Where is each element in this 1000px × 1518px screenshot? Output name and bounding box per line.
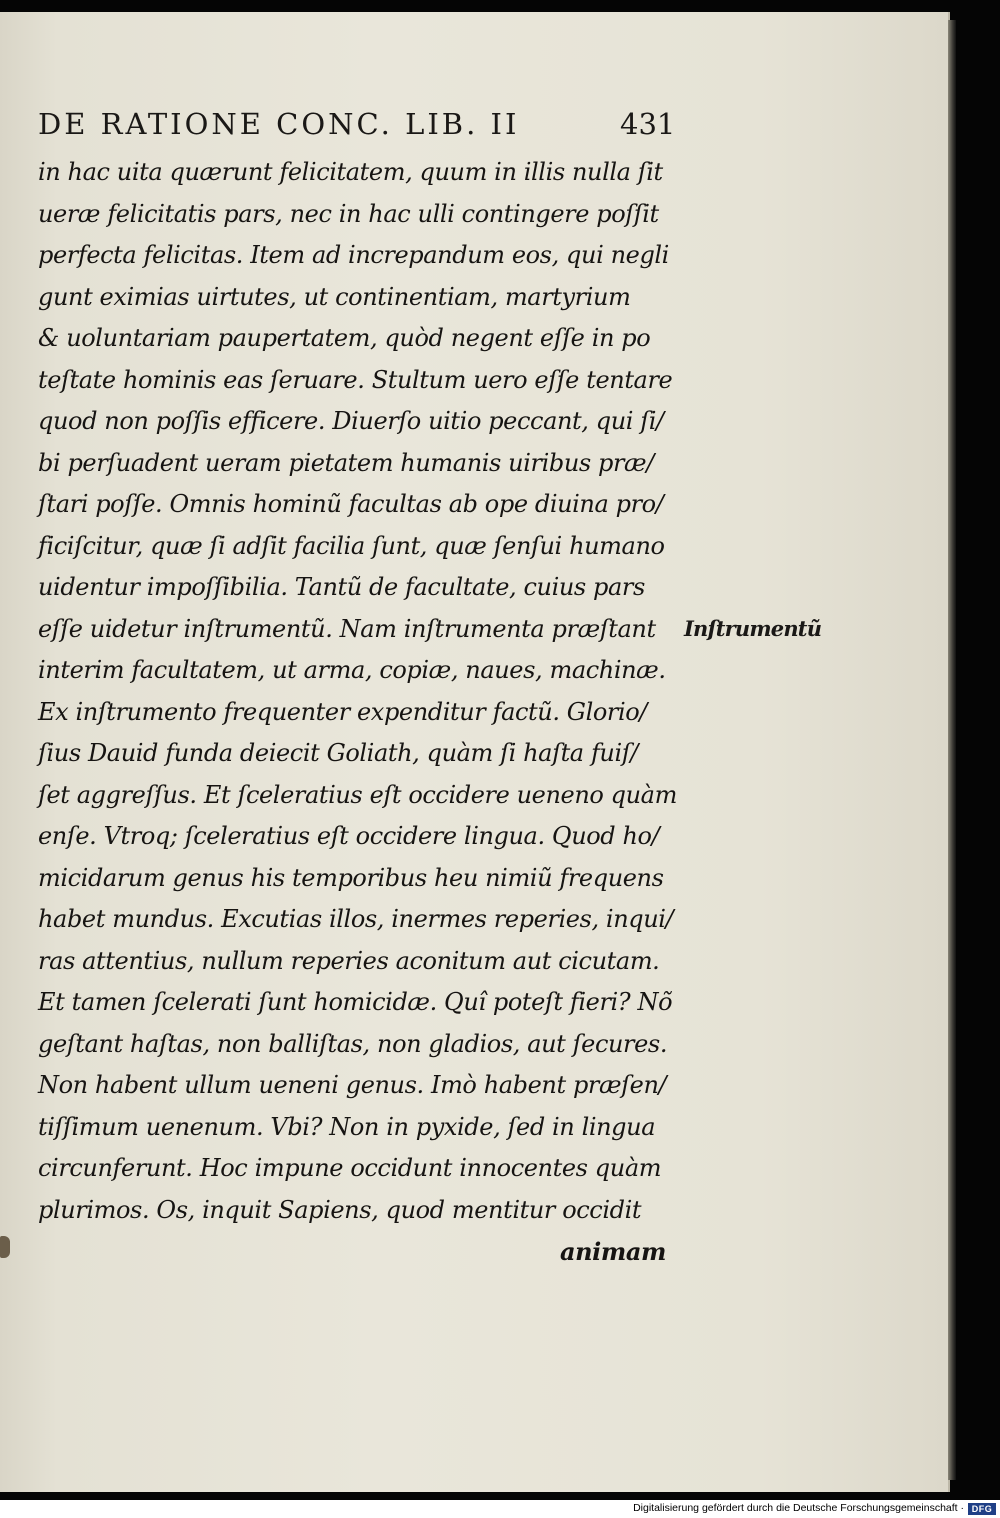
page-edge-shadow <box>948 20 956 1480</box>
text-line: Ex inſtrumento frequenter expenditur factũ. Glorio/ <box>38 697 647 726</box>
catchword: animam <box>559 1237 666 1266</box>
paper-stain <box>0 1236 10 1258</box>
body-text <box>38 152 688 1273</box>
text-line: teſtate hominis eas ſeruare. Stultum uero eſſe tentare <box>38 365 673 394</box>
text-line: ſius Dauid funda deiecit Goliath, quàm ſi haſta fuiſ/ <box>38 739 638 767</box>
text-line: ras attentius, nullum reperies aconitum aut cicutam. <box>38 946 660 975</box>
running-head <box>38 107 688 147</box>
text-line: uidentur impoſſibilia. Tantũ de facultate, cuius pars <box>38 573 645 601</box>
text-line: eſſe uidetur inſtrumentũ. Nam inſtrumenta præſtant <box>38 614 656 643</box>
text-line: enſe. Vtroq; ſceleratius eſt occidere lingua. Quod ho/ <box>38 822 660 850</box>
text-line: Et tamen ſcelerati ſunt homicidæ. Quî poteſt fieri? Nõ <box>38 988 673 1016</box>
text-line: plurimos. Os, inquit Sapiens, quod mentitur occidit <box>38 1195 642 1224</box>
text-line: quod non poſſis efficere. Diuerſo uitio peccant, qui ſi/ <box>38 407 664 435</box>
text-line: ſet aggreſſus. Et ſceleratius eſt occidere ueneno quàm <box>38 780 677 809</box>
text-line: ſtari poſſe. Omnis hominũ facultas ab ope diuina pro/ <box>38 490 664 518</box>
dfg-logo-icon: DFG <box>968 1503 996 1515</box>
text-line: interim facultatem, ut arma, copiæ, naues, machinæ. <box>38 656 666 684</box>
text-line: circunferunt. Hoc impune occidunt innocentes quàm <box>38 1154 662 1182</box>
text-line: in hac uita quærunt felicitatem, quum in illis nulla ſit <box>38 158 663 186</box>
text-line: bi perſuadent ueram pietatem humanis uiribus præ/ <box>38 448 654 477</box>
marginal-note: Inſtrumentũ <box>684 616 822 641</box>
running-head-title: DE RATIONE CONC. LIB. II <box>38 107 520 141</box>
book-page <box>0 12 950 1492</box>
text-line: geſtant haſtas, non balliſtas, non gladios, aut ſecures. <box>38 1029 668 1058</box>
text-line: perfecta felicitas. Item ad increpandum eos, qui negli <box>38 241 669 269</box>
text-line: ueræ felicitatis pars, nec in hac ulli contingere poſſit <box>38 199 659 228</box>
page-number: 431 <box>620 107 676 141</box>
footer-credit: Digitalisierung gefördert durch die Deutsche Forschungsgemeinschaft · <box>633 1502 964 1514</box>
text-line: gunt eximias uirtutes, ut continentiam, martyrium <box>38 282 631 311</box>
footer-bar <box>0 1500 1000 1518</box>
text-line: micidarum genus his temporibus heu nimiũ frequens <box>38 863 664 892</box>
text-line: ficiſcitur, quæ ſi adſit facilia ſunt, quæ ſenſui humano <box>38 531 665 560</box>
text-line: & uoluntariam paupertatem, quòd negent eſſe in po <box>38 324 651 352</box>
text-line: tiſſimum uenenum. Vbi? Non in pyxide, ſed in lingua <box>38 1112 656 1141</box>
text-line: Non habent ullum ueneni genus. Imò habent præſen/ <box>38 1071 667 1099</box>
text-line: habet mundus. Excutias illos, inermes reperies, inqui/ <box>38 905 674 933</box>
